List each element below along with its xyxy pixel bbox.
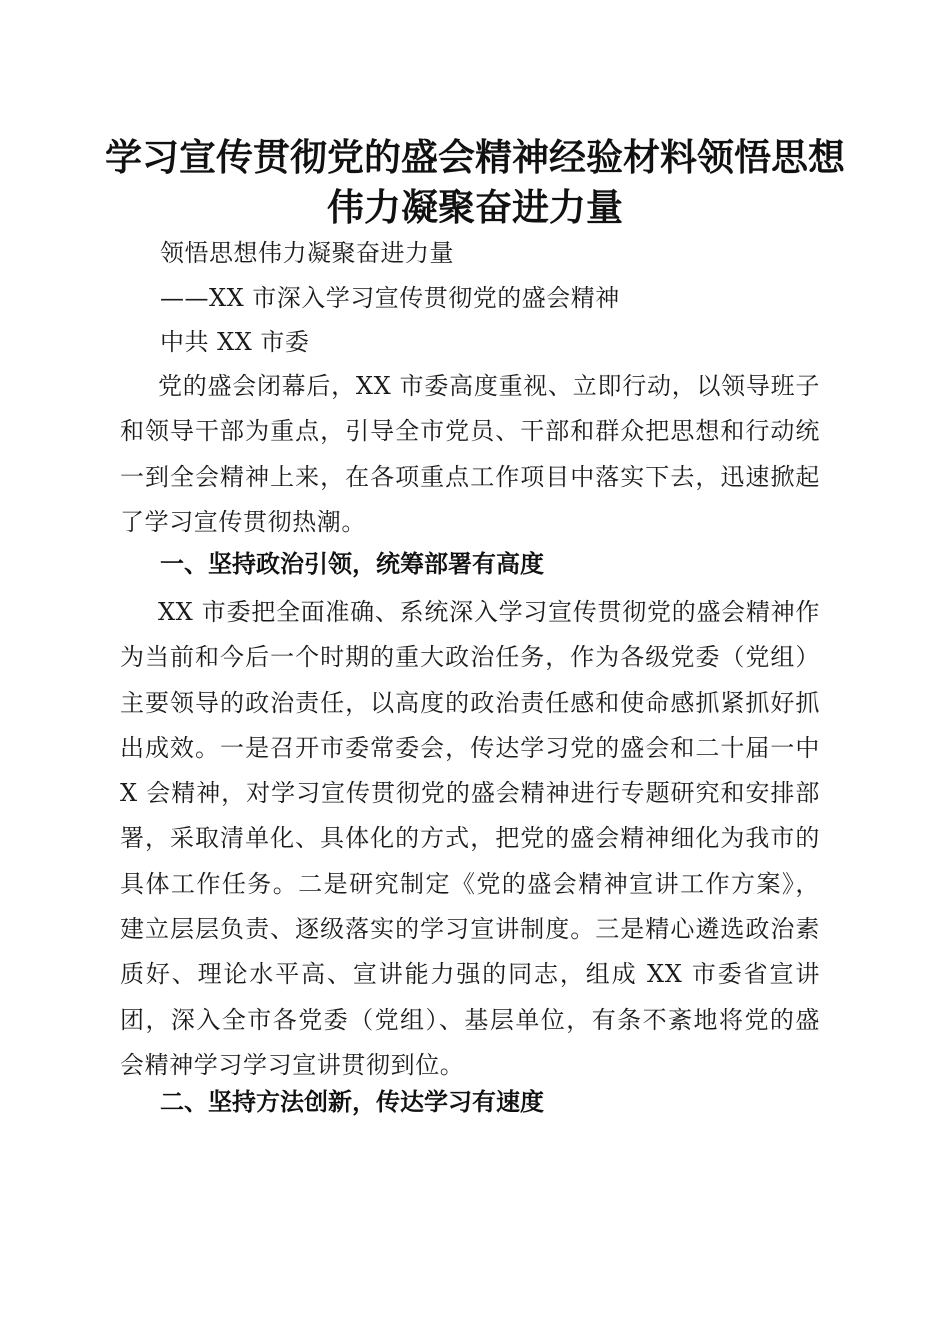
title-line-2: 伟力凝聚奋进力量	[327, 185, 623, 229]
section-2-heading: 二、坚持方法创新，传达学习有速度	[160, 1088, 544, 1116]
title-line-1: 学习宣传贯彻党的盛会精神经验材料领悟思想	[105, 135, 845, 179]
intro-paragraph: 党的盛会闭幕后，XX 市委高度重视、立即行动，以领导班子和领导干部为重点，引导全市党员、干部和群众把思想和行动统一到全会精神上来，在各项重点工作项目中落实下去，迅速掀起了学习宣传贯彻热潮。	[120, 372, 820, 536]
author-line: 中共 XX 市委	[160, 328, 310, 356]
section-1-paragraph: XX 市委把全面准确、系统深入学习宣传贯彻党的盛会精神作为当前和今后一个时期的重大政治任务，作为各级党委（党组）主要领导的政治责任，以高度的政治责任感和使命感抓紧抓好抓出成效。一是召开市委常委会，传达学习党的盛会和二十届一中 X 会精神，对学习宣传贯彻党的盛会精神进行专题研究和安排部署，采取清单化、具体化的方式，把党的盛会精神细化为我市的具体工作任务。二是研究制定《党的盛会精神宣讲工作方案》，建立层层负责、逐级落实的学习宣讲制度。三是精心遴选政治素质好、理论水平高、宣讲能力强的同志，组成 XX 市委省宣讲团，深入全市各党委（党组）、基层单位，有条不紊地将党的盛会精神学习学习宣讲贯彻到位。	[120, 598, 820, 1079]
subtitle-dash: ——XX 市深入学习宣传贯彻党的盛会精神	[160, 284, 620, 312]
section-1-heading: 一、坚持政治引领，统筹部署有高度	[160, 550, 544, 578]
subtitle-main: 领悟思想伟力凝聚奋进力量	[160, 239, 454, 267]
document-title	[100, 132, 850, 232]
